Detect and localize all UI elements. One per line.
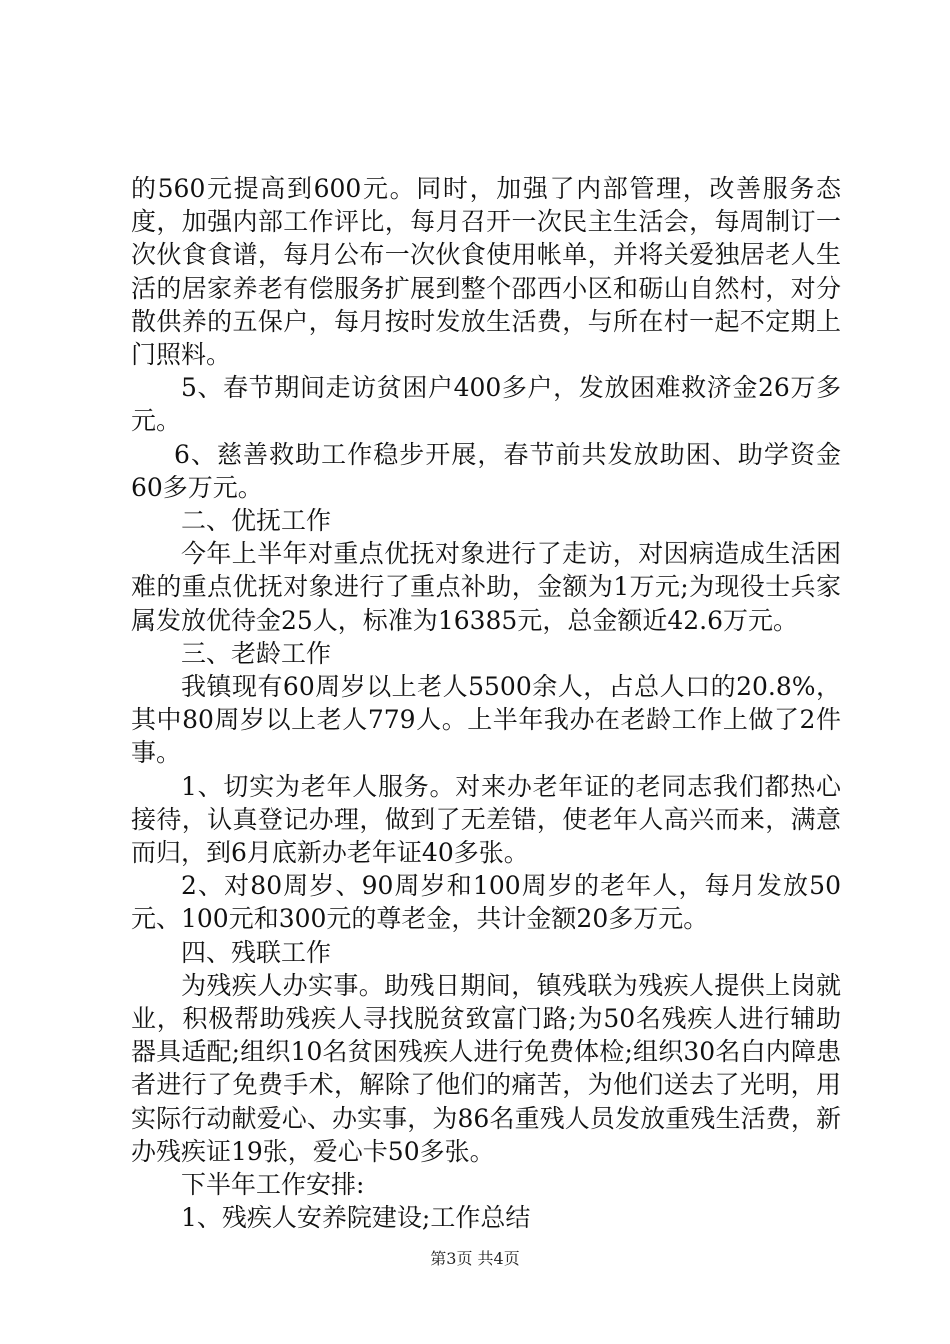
heading-disability-federation: 四、残联工作 [181, 937, 332, 967]
heading-elderly-work: 三、老龄工作 [181, 638, 332, 668]
paragraph-welfare-home: 的560元提高到600元。同时，加强了内部管理，改善服务态度，加强内部工作评比，每月召开一次民主生活会，每周制订一次伙食食谱，每月公布一次伙食使用帐单，并将关爱独居老人生活的居家养老有偿服务扩展到整个邵西小区和砺山自然村，对分散供养的五保户，每月按时发放生活费，与所在村一起不定期上门照料。 [131, 174, 841, 370]
paragraph-elderly-service: 1、切实为老年人服务。对来办老年证的老同志我们都热心接待，认真登记办理，做到了无差错，使老年人高兴而来，满意而归，到6月底新办老年证40多张。 [131, 771, 841, 868]
heading-special-care: 二、优抚工作 [181, 506, 332, 536]
paragraph-special-care: 今年上半年对重点优抚对象进行了走访，对因病造成生活困难的重点优抚对象进行了重点补助，金额为1万元;为现役士兵家属发放优待金25人，标准为16385元，总金额近42.6万元。 [131, 539, 841, 635]
page-footer: 第3页 共4页 [430, 1249, 520, 1268]
paragraph-charity-relief: 6、慈善救助工作稳步开展，春节前共发放助困、助学资金60多万元。 [131, 439, 841, 502]
paragraph-elderly-allowance: 2、对80周岁、90周岁和100周岁的老年人，每月发放50元、100元和300元的尊老金，共计金额20多万元。 [131, 871, 841, 934]
paragraph-elderly-population: 我镇现有60周岁以上老人5500余人，占总人口的20.8%，其中80周岁以上老人779人。上半年我办在老龄工作上做了2件事。 [131, 672, 841, 768]
paragraph-plan-item-1: 1、残疾人安养院建设;工作总结 [181, 1203, 531, 1233]
paragraph-disability-work: 为残疾人办实事。助残日期间，镇残联为残疾人提供上岗就业，积极帮助残疾人寻找脱贫致富门路;为50名残疾人进行辅助器具适配;组织10名贫困残疾人进行免费体检;组织30名白内障患者进行了免费手术，解除了他们的痛苦，为他们送去了光明，用实际行动献爱心、办实事，为86名重残人员发放重残生活费，新办残疾证19张，爱心卡50多张。 [131, 970, 841, 1166]
heading-second-half-plan: 下半年工作安排: [181, 1170, 365, 1200]
document-body [131, 172, 841, 1235]
paragraph-spring-festival-visits: 5、春节期间走访贫困户400多户，发放困难救济金26万多元。 [131, 373, 841, 436]
